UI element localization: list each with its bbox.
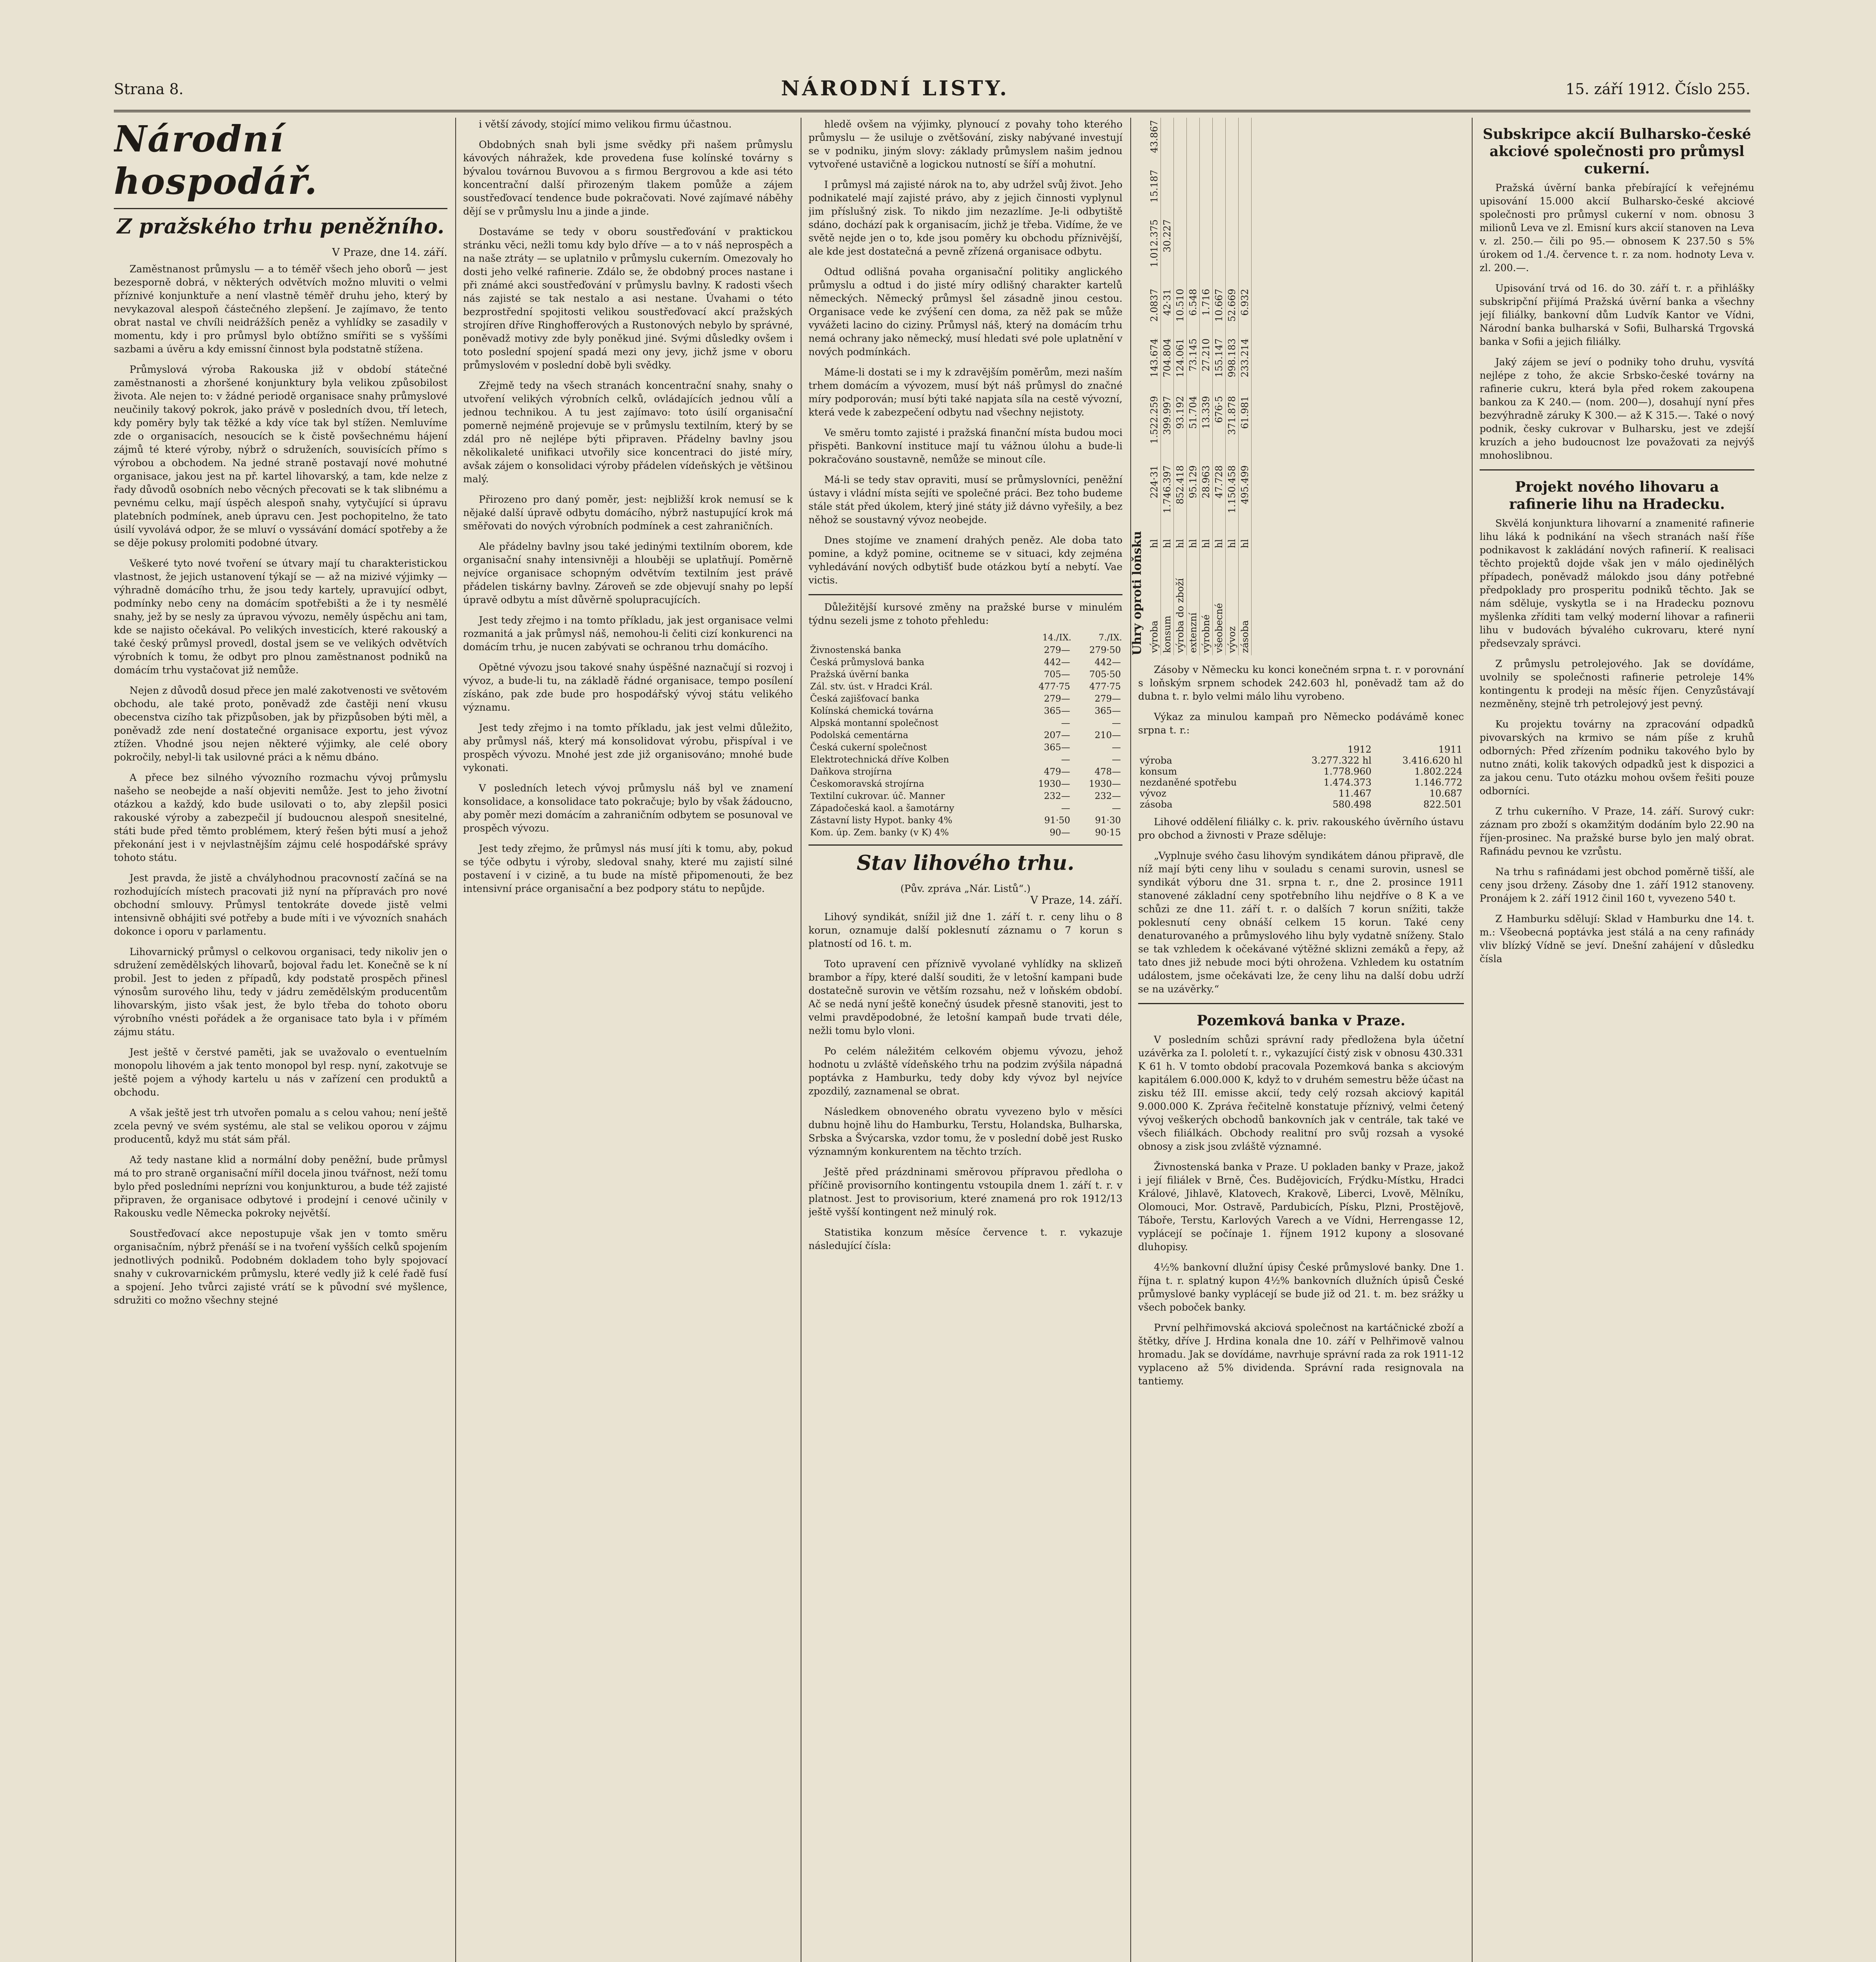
table-cell (1239, 168, 1252, 217)
divider (114, 208, 447, 209)
table-cell: 1.012.375 (1148, 217, 1161, 286)
table-cell (1187, 118, 1200, 168)
paragraph: Dnes stojíme ve znamení drahých peněz. Ale doba tato pomine, a když pomine, ocitneme se v situaci, kdy zejména vyhledávání nových odbytišť bude otázkou bytí a nebytí. Vae victis. (808, 534, 1122, 586)
table-row (1148, 118, 1161, 655)
table-cell: 822.501 (1423, 799, 1462, 810)
table-cell: 1.150.458 (1226, 463, 1239, 532)
table-cell: hl (1148, 532, 1161, 551)
table-cell: 232— (1095, 791, 1121, 801)
table-cell: Česká zajišťovací banka (810, 694, 920, 704)
table-cell: 478— (1095, 767, 1121, 777)
table-cell: 477·75 (1089, 682, 1121, 692)
table-row (808, 681, 1122, 693)
paragraph: „Vyplnuje svého času lihovým syndikátem dánou připravě, dle níž mají býti ceny lihu v souladu s cenami surovin, usnesl se syndikát výboru dne 31. srpna t. r., dne 2. prosince 1911 stanovené základní ceny spotřebního lihu nejdříve o 8 K a ve schůzi ze dne 11. září t. r. o dalších 7 korun snížiti, takže poklesnutí ceny obnáší celkem 15 korun. Také ceny denaturovaného a průmyslového lihu byly vydatně sníženy. Stalo se tak vzhledem k očekávané výtěžné sklizni zemáků a řepy, až tato dnes již nebude moci býti ohrožena. Vzhledem ku ostatním událostem, jsme očekávati lze, že ceny lihu na další dobu udrží se na uzávěrky.“ (1138, 850, 1464, 995)
table-row (1174, 118, 1187, 655)
quotes-intro: Důležitější kursové změny na pražské burse v minulém týdnu sezeli jsme z tohoto přehledu: (808, 602, 1122, 626)
paragraph: A přece bez silného vývozního rozmachu vývoj průmyslu našeho se neobejde a naší objeviti nemůže. Jest to jeho životní otázkou a každý, kdo bude usilovati o to, aby zlepšil posici rakouské výroby a zabezpečil jí budoucnou alespoň snesitelné, státi bude před těmto problémem, který řešen býti musí a jehož překonání jest i v nejvlastnějším zájmu celé hospodářské správy tohoto státu. (114, 772, 447, 863)
paragraph: Jest tedy zřejmo i na tomto příkladu, jak jest organisace velmi rozmanitá a jak průmysl náš, nemohou-li čeliti cizí konkurenci na domácím trhu, je nucen zabývati se ochranou trhu domácího. (463, 614, 793, 653)
table-cell: 1.746.397 (1161, 463, 1174, 532)
table-cell: — (1112, 803, 1121, 813)
article-body (1138, 663, 1464, 737)
paragraph: I průmysl má zajisté nárok na to, aby udržel svůj život. Jeho podnikatelé mají zajisté právo, aby z jejich činnosti vyplynul jim příslušný zisk. To nikdo jim nezazlíme. Je-li odbytiště sdáno, dochází pak k organisacím, jichž je třeba. Vidíme, že ve světě nejde jen o to, kde jsou poměry ku obchodu příznivější, ale kde jest dostatečná a pevně zřízená organisace odbytu. (808, 179, 1122, 257)
table-row (1239, 118, 1252, 655)
table-cell: Zál. stv. úst. v Hradci Král. (810, 682, 933, 692)
article-body (1138, 1033, 1464, 1388)
dateline: V Praze, dne 14. září. (332, 246, 447, 259)
table-row (1138, 799, 1464, 810)
table-cell: — (1061, 803, 1070, 813)
dateline: V Praze, 14. září. (1030, 894, 1122, 906)
table-cell: hl (1161, 532, 1174, 551)
column-4 (1138, 663, 1464, 1962)
table-row (808, 802, 1122, 815)
table-cell (1200, 118, 1213, 168)
table-cell: 998.183 (1226, 336, 1239, 394)
paragraph: Ale přádelny bavlny jsou také jedinými textilním oborem, kde organisační snahy intensivněji a hlouběji se uplatňují. Poměrně nejvíce organisace schopným odvětvím textilním jest právě přádelen tiskárny bavlny. Zároveň se zde objevují snahy po lepší úpravě odbytu a míst důvěrně spolupracujících. (463, 541, 793, 605)
rotated-table-wrap (1130, 118, 1468, 655)
table-cell (1213, 168, 1226, 217)
paragraph: Jest tedy zřejmo, že průmysl nás musí jíti k tomu, aby, pokud se týče odbytu i výroby, sledoval snahy, které mu zajistí silné postavení i v cizině, a tu bude na místě připomenouti, že bez intensivní práce organisační a bez podpory státu to nepůjde. (463, 843, 793, 894)
paragraph: hledě ovšem na výjimky, plynoucí z povahy toho kterého průmyslu — že usiluje o zvětšování, zisky nabývané investují se v podniku, jiným slovy: základy průmyslem našim jednou vytvořené ustavičně a logickou nutností se šíří a mohutní. (808, 119, 1122, 170)
paragraph: Výkaz za minulou kampaň pro Německo podávámě konec srpna t. r.: (1138, 711, 1464, 736)
paragraph: Živnostenská banka v Praze. U pokladen banky v Praze, jakož i její filiálek v Brně, Čes. Budějovicích, Frýdku-Místku, Hradci Králové, Jihlavě, Klatovech, Krakově, Liberci, Lvově, Mělníku, Olomouci, Mor. Ostravě, Pardubicích, Písku, Plzni, Prostějově, Táboře, Terstu, Karlových Varech a ve Vídni, Herrengasse 12, vyplácejí se počínaje 1. říjnem 1912 kupony a slosované dluhopisy. (1138, 1161, 1464, 1253)
table-cell (1161, 118, 1174, 168)
table-cell: 477·75 (1038, 682, 1070, 692)
table-cell: vývoz (1226, 551, 1239, 655)
table-row (1187, 118, 1200, 655)
paragraph: Lihový syndikát, snížil již dne 1. září t. r. ceny lihu o 8 korun, oznamuje další poklesnutí záznamu o 7 korun s platností od 16. t. m. (808, 911, 1122, 949)
paragraph: Následkem obnoveného obratu vyvezeno bylo v měsíci dubnu hojně lihu do Hamburku, Terstu, Holandska, Bulharska, Srbska a Švýcarska, vzdor tomu, že v poslední době jest Rusko významným konkurentem na těchto trzích. (808, 1106, 1122, 1157)
paragraph: Odtud odlišná povaha organisační politiky anglického průmyslu a odtud i do jisté míry odlišný charakter kartelů německých. Německý průmysl šel zásadně jinou cestou. Organisace vede ke zvýšení cen doma, za něž pak se může vyvážeti lacino do ciziny. Průmysl náš, který na domácím trhu nemá ochrany jako německý, musí hledati své pole uplatnění v nových podmínkách. (808, 266, 1122, 357)
table-cell: 143.674 (1148, 336, 1161, 394)
table-cell: — (1112, 755, 1121, 765)
table-cell (1161, 168, 1174, 217)
table-cell (1213, 217, 1226, 286)
table-cell: 3.416.620 hl (1402, 755, 1462, 766)
table-header-row (1138, 744, 1464, 755)
table-cell: 91·30 (1095, 815, 1121, 826)
paragraph: Zásoby v Německu ku konci konečném srpna t. r. v porovnání s loňským srpnem schodek 242.603 hl, poněvadž tam až do dubna t. r. bylo velmi málo lihu vyrobeno. (1138, 664, 1464, 702)
table-cell: 1.522.259 (1148, 394, 1161, 463)
column-rule (1472, 118, 1473, 1962)
paragraph: Pražská úvěrní banka přebírající k veřejnému upisování 15.000 akcií Bulharsko-české akciové společnosti pro průmysl cukerní v nom. obnosu 3 milionů Leva ve zl. Emisní kurs akcií stanoven na Leva v. zl. 250.— čili po 95.— obnosem K 237.50 s 5% úrokem od 1./4. července t. r. za nom. hodnoty Leva v. zl. 200.—. (1480, 182, 1754, 274)
article-body (463, 118, 793, 895)
table-cell: zásoba (1140, 799, 1173, 810)
table-cell: 52.669 (1226, 286, 1239, 336)
table-row (808, 717, 1122, 729)
table-row (808, 729, 1122, 742)
table-cell: 279·50 (1089, 645, 1121, 655)
table-cell (1174, 118, 1187, 168)
table-cell: 365— (1044, 742, 1070, 753)
table-cell: 73.145 (1187, 336, 1200, 394)
table-row (808, 827, 1122, 839)
paragraph: Zaměstnanost průmyslu — a to téměř všech jeho oborů — jest bezesporně dobrá, v některých odvětvích možno mluviti o velmi příznivé konjunktuře a není vlastně téměř druhu jeho, který by nevykazoval alespoň částečného zlepšení. Je zajímavo, že tento obrat nastal ve chvíli neidrážších peněz a vyhlídky se zasadily v momentu, kdy i pro průmysl bylo obtížno smířiti se s vyššími sazbami a úvěru a kdy emissní činnost byla podstatně stížena. (114, 263, 447, 355)
table-header-cell (808, 631, 1021, 644)
table-cell: 90— (1049, 828, 1070, 838)
table-cell: 210— (1095, 730, 1121, 740)
table-cell: 442— (1044, 657, 1070, 667)
table-header-cell: 14./IX. (1042, 633, 1071, 643)
article-body (1480, 517, 1754, 966)
table-cell (1239, 118, 1252, 168)
table-cell: hl (1239, 532, 1252, 551)
table-cell: hl (1200, 532, 1213, 551)
table-cell: Západočeská kaol. a šamotárny (810, 803, 954, 813)
table-cell: Česká cukerní společnost (810, 742, 927, 753)
table-cell (1226, 217, 1239, 286)
table-cell: hl (1174, 532, 1187, 551)
table-cell (1226, 118, 1239, 168)
table-body (1138, 755, 1464, 810)
table-cell: Kolínská chemická továrna (810, 706, 934, 716)
table-cell: 1930— (1038, 779, 1070, 789)
stock-quotes-table (808, 631, 1122, 839)
table-row (808, 669, 1122, 681)
table-cell (1174, 217, 1187, 286)
table-cell: 279— (1095, 694, 1121, 704)
table-cell: 51.704 (1187, 394, 1200, 463)
table-header-cell: 1912 (1347, 744, 1372, 755)
table-cell: 90·15 (1095, 828, 1121, 838)
table-row (808, 754, 1122, 766)
table-cell: 6.932 (1239, 286, 1252, 336)
table-cell: 1.802.224 (1414, 766, 1462, 777)
table-cell: Alpská montanní společnost (810, 718, 939, 728)
table-cell: výroba (1140, 755, 1172, 766)
table-cell (1226, 168, 1239, 217)
table-row (1161, 118, 1174, 655)
article-title: Stav lihového trhu. (856, 851, 1075, 875)
table-cell: Daňkova strojírna (810, 767, 892, 777)
table-cell: 705— (1044, 669, 1070, 680)
divider (808, 844, 1122, 846)
table-row (1138, 755, 1464, 766)
table-cell: hl (1187, 532, 1200, 551)
alcohol-stats-table (1148, 118, 1252, 655)
table-header-row (808, 631, 1122, 644)
table-cell: konsum (1161, 551, 1174, 655)
table-cell: 371.878 (1226, 394, 1239, 463)
table-cell: 43.867 (1148, 118, 1161, 168)
table-cell: konsum (1140, 766, 1177, 777)
paragraph: Nejen z důvodů dosud přece jen malé zakotvenosti ve světovém obchodu, ale také proto, poněvadž zde častěji není vkusu obecenstva cizího tak přizpůsoben, jak by přizpůsoben býti měl, a poněvadž zde není dostatečné organisace exportu, jest vývoz ztížen. Vhodné jsou nejen některé výjimky, ale celé obory pokročily, nebyl-li tak usilovné práci a k němu dbáno. (114, 685, 447, 763)
table-cell: 93.192 (1174, 394, 1187, 463)
table-row (808, 705, 1122, 717)
table-cell: zásoba (1239, 551, 1252, 655)
table-cell: všeobecné (1213, 551, 1226, 655)
paragraph: Jest ještě v čerstvé paměti, jak se uvažovalo o eventuelním monopolu lihovém a jak tento monopol byl resp. nyní, zakotvuje se ještě pojem a výhody kartelu u nás v zařízení cen produktů a obchodu. (114, 1047, 447, 1098)
table-cell: 399.997 (1161, 394, 1174, 463)
table-cell: 495.499 (1239, 463, 1252, 532)
paragraph: Má-li se tedy stav opraviti, musí se průmyslovníci, peněžní ústavy i vládní místa sejíti ve společné práci. Bez toho budeme stále stát před úkolem, který jiné státy již dávno vyřešily, a bez něhož se soustavný vývoz neobejde. (808, 474, 1122, 525)
table-cell: 279— (1044, 645, 1070, 655)
table-cell: Podolská cementárna (810, 730, 909, 740)
page-header (114, 77, 1750, 112)
table-row (808, 656, 1122, 669)
paragraph: Na trhu s rafinádami jest obchod poměrně tišší, ale ceny jsou drženy. Zásoby dne 1. září 1912 stanoveny. Pronájem k 2. září 1912 činil 160 t, vyvezeno 540 t. (1480, 866, 1754, 904)
table-cell: 365— (1044, 706, 1070, 716)
paragraph: Veškeré tyto nové tvoření se útvary mají tu charakteristickou vlastnost, že jejich ustanovení týkají se — až na mizivé výjimky — výhradně domácího trhu, že jsou tedy kartely, upravující odbyt, podmínky nebo ceny na domácím spotřebišti a že i ty nesmělé snahy, jež by se nesly za úpravou vývozu, neměly úspěchu ani tam, kde se najisto očekával. Po velikých investicích, které rakouský a také český průmysl provedl, dostal jsem se ve velikých odvětvích výrobních k tomu, že odbyt pro plnou zaměstnanost podniků na domácím trhu vystačovat již nemůže. (114, 558, 447, 676)
table-cell (1239, 217, 1252, 286)
paragraph: Až tedy nastane klid a normální doby peněžní, bude průmysl má to pro straně organisační mířil docela jinou tvářnost, neží tomu bylo před posledními neprízni vou konjunkturou, a bude též zajisté připraven, že organisace odbytové i prodejní i cenové učinily v Rakousku vedle Německa pokroky největší. (114, 1154, 447, 1219)
table-row (808, 693, 1122, 705)
rotated-table-title: Uhry oproti loňsku (1130, 531, 1144, 655)
masthead: NÁRODNÍ LISTY. (781, 77, 1009, 100)
table-cell: 207— (1044, 730, 1070, 740)
table-cell: 676·5 (1213, 394, 1226, 463)
paragraph: Z Hamburku sdělují: Sklad v Hamburku dne 14. t. m.: Všeobecná poptávka jest stálá a na ceny rafinády vliv blízký Vídně se jeví. Dnešní zahájení v důsledku čísla (1480, 913, 1754, 965)
column-1 (114, 118, 447, 1962)
table-cell: výroba (1148, 551, 1161, 655)
table-cell: 365— (1095, 706, 1121, 716)
paragraph: Jest tedy zřejmo i na tomto příkladu, jak jest velmi důležito, aby průmysl náš, který má konsolidovat výrobu, přispíval i ve prospěch vývozu. Mnohé jest zde již organisováno; mnohé bude vykonati. (463, 722, 793, 773)
table-cell: 10.667 (1213, 286, 1226, 336)
paragraph: Ku projektu továrny na zpracování odpadků pivovarských na krmivo se nám píše z kruhů odborných: Před zřízením podniku takového bylo by nutno znáti, kolik takových odpadků jest k dispozici a za jakou cenu. Tuto otázku mohou ovšem řešiti pouze odborníci. (1480, 718, 1754, 797)
rotated-table (1130, 118, 1468, 655)
article-body (1480, 181, 1754, 462)
table-cell: 1930— (1089, 779, 1121, 789)
article-source: (Pův. zpráva „Nár. Listů“.) (900, 883, 1031, 894)
divider (1480, 469, 1754, 470)
table-cell (1213, 118, 1226, 168)
table-row (808, 790, 1122, 802)
table-cell: — (1061, 755, 1070, 765)
divider (1138, 1003, 1464, 1004)
table-row (1213, 118, 1226, 655)
table-cell: 27.210 (1200, 336, 1213, 394)
table-cell: Pražská úvěrní banka (810, 669, 909, 680)
table-cell: 10.510 (1174, 286, 1187, 336)
table-cell: 852.418 (1174, 463, 1187, 532)
table-header-cell: 1911 (1438, 744, 1462, 755)
table-body (1148, 118, 1252, 655)
paragraph: V posledních letech vývoj průmyslu náš byl ve znamení konsolidace, a konsolidace tato pokračuje; bylo by však žádoucno, aby poměr mezi domácím a zahraničním odbytem se posunoval ve prospěch vývozu. (463, 782, 793, 834)
table-cell: 233.214 (1239, 336, 1252, 394)
table-body (808, 644, 1122, 839)
table-cell: 232— (1044, 791, 1070, 801)
table-row (1138, 777, 1464, 788)
table-cell: 224·31 (1148, 463, 1161, 532)
paragraph: Obdobných snah byli jsme svědky při našem průmyslu kávových náhražek, kde provedena fuse kolínské továrny s bývalou továrnou Buvovou a s firmou Bergrovou a kde asi této koncentrační další přirozeným tlakem pomůže a zájem soustřeďovací tendence bude pokračovati. Nové zajímavé náběhy dějí se v průmyslu lnu a jinde a jinde. (463, 139, 793, 217)
table-row (1138, 766, 1464, 777)
table-cell: 1.716 (1200, 286, 1213, 336)
paragraph: Upisování trvá od 16. do 30. září t. r. a přihlášky subskripční přijímá Pražská úvěrní banka a všechny její filiálky, bankovní dům Ludvík Kantor ve Vídni, Národní banka bulharská v Sofii, Bulharská Trgovská banka v Sofii a jejich filiálky. (1480, 283, 1754, 347)
paragraph: Průmyslová výroba Rakouska již v období státečné zaměstnanosti a zhoršené konjunktury byla velikou způsobilost života. Ale nejen to: v žádné periodě organisace snahy průmyslové neučinily takový pokrok, jako právě v posledních dvou, tří letech, kdy poměry byly tak těžké a kdy více tak byl stížen. Nemluvíme zde o organisacích, nesoucích se k čistě povšechnému hájení zájmů té které výroby, nýbrž o sdruženích, souvisících přímo s výrobou a obchodem. Na jedné straně postavají nové mohutné organisace, jakou jest na př. kartel lihovarský, a tam, kde nelze z řady důvodů osobních nebo věcných přecovati se k tak slibnému a pevnému celku, mají úspěch alespoň snahy, vytyčující si úpravu platebních podmínek, aneb úpravu cen. Jest pochopitelno, že tato úsilí vyvolává odpor, že se mluví o vyssávání domácí spotřeby a že se děje pokusy prolomiti podobné útvary. (114, 364, 447, 549)
issue-date: 15. září 1912. Číslo 255. (1566, 80, 1750, 98)
table-row (1138, 788, 1464, 799)
table-cell: 61.981 (1239, 394, 1252, 463)
table-cell: 155.147 (1213, 336, 1226, 394)
paragraph: První pelhřimovská akciová společnost na kartáčnické zboží a štětky, dříve J. Hrdina konala dne 10. září v Pelhřimově valnou hromadu. Jak se dovídáme, navrhuje správní rada za rok 1911-12 vyplaceno až 5% dividenda. Správní rada resignovala na tantiemy. (1138, 1322, 1464, 1387)
section-title: Národní hospodář. (114, 118, 318, 202)
table-cell: 705·50 (1089, 669, 1121, 680)
column-5 (1480, 118, 1754, 1962)
paragraph: i větší závody, stojící mimo velikou firmu účastnou. (479, 119, 732, 130)
table-row (1226, 118, 1239, 655)
table-cell (1187, 168, 1200, 217)
paragraph: A však ještě jest trh utvořen pomalu a s celou vahou; není ještě zcela pevný ve svém systému, ale stal se velikou oporou v zájmu producentů, když mu stát sám přál. (114, 1107, 447, 1145)
table-row (808, 644, 1122, 656)
divider (808, 594, 1122, 595)
article-body (808, 118, 1122, 587)
table-cell: extenzní (1187, 551, 1200, 655)
paragraph: Statistika konzum měsíce července t. r. vykazuje následující čísla: (808, 1227, 1122, 1251)
article-title: Z pražského trhu peněžního. (117, 215, 445, 239)
table-cell: hl (1213, 532, 1226, 551)
table-cell: 3.277.322 hl (1311, 755, 1372, 766)
paragraph: 4½% bankovní dlužní úpisy České průmyslové banky. Dne 1. října t. r. splatný kupon 4½% bankovních dlužních úpisů České průmyslové banky vyplácejí se bude již od 21. t. m. bez srážky u všech poboček banky. (1138, 1262, 1464, 1313)
table-cell (1200, 217, 1213, 286)
table-cell: Textilní cukrovar. úč. Manner (810, 791, 945, 801)
paragraph: Ve směru tomto zajisté i pražská finanční místa budou moci přispěti. Bankovní instituce mají tu vážnou úlohu a bude-li pokračováno soustavně, nemůže se minout cíle. (808, 427, 1122, 465)
table-cell (1174, 168, 1187, 217)
table-cell: 1.146.772 (1414, 777, 1462, 788)
table-cell: Elektrotechnická dříve Kolben (810, 755, 949, 765)
article-body (808, 910, 1122, 1253)
table-cell: 11.467 (1338, 788, 1372, 799)
table-cell: 279— (1044, 694, 1070, 704)
table-cell: — (1112, 718, 1121, 728)
table-cell: 10.687 (1429, 788, 1462, 799)
paragraph: V posledním schůzi správní rady předložena byla účetní uzávěrka za I. pololetí t. r., vykazující čistý zisk v obnosu 430.331 K 61 h. V tomto období pracovala Pozemková banka s akciovým kapitálem 6.000.000 K, když to v druhém semestru běže účast na zisku též III. emisse akcií, tedy celý rozsah akciový kapitál 9.000.000 K. Zpráva řečitelně konstatuje příznivý, velmi četený vývoj veškerých obchodů bankovních jak v centrále, tak také ve všech filiálkách. Obchody realitní pro svůj rozsah a vysoké obnosy a zisk jsou zvláště významné. (1138, 1034, 1464, 1152)
paragraph: Zřejmě tedy na všech stranách koncentrační snahy, snahy o utvoření velikých výrobních celků, ovládajících jednou vůlí a jednou technikou. A tu jest zajímavo: toto úsilí organisační pomerně nejméně projevuje se v průmyslu textilním, který by se zdál pro ně nejlépe býti připraven. Přádelny bavlny jsou několikaleté unifikaci utvořily sice koncentraci do jisté míry, avšak zájem o konsolidaci výroby přádelen vídeňských je většinou malý. (463, 380, 793, 485)
table-cell: 91·50 (1044, 815, 1070, 826)
table-cell: 28.963 (1200, 463, 1213, 532)
paragraph: Opětné vývozu jsou takové snahy úspěšné naznačují si rozvoj i vývoz, a bude-li tu, na základě řádné organisace, tempo posílení získáno, pak zde bude pro hospodářský vývoj státu velikého významu. (463, 662, 793, 713)
table-cell: 1.778.960 (1323, 766, 1372, 777)
table-cell: Česká průmyslová banka (810, 657, 925, 667)
table-cell: 13.339 (1200, 394, 1213, 463)
column-2 (463, 118, 793, 1962)
table-header-cell: 7./IX. (1099, 633, 1122, 643)
table-cell: 42·31 (1161, 286, 1174, 336)
table-cell: 124.061 (1174, 336, 1187, 394)
table-row (1200, 118, 1213, 655)
table-header-cell (1138, 744, 1282, 755)
table-cell: Kom. úp. Zem. banky (v K) 4% (810, 828, 949, 838)
table-cell: Českomoravská strojírna (810, 779, 924, 789)
table-cell: výroba do zboží (1174, 551, 1187, 655)
table-cell: 30.227 (1161, 217, 1174, 286)
article-body (1138, 815, 1464, 996)
table-cell: 15.187 (1148, 168, 1161, 217)
paragraph: Ještě před prázdninami směrovou přípravou předloha o příčině provisorního kontingentu vstoupila dnem 1. září t. r. v platnost. Jest to provisorium, které znamená pro rok 1912/13 ještě vyšší kontingent než minulý rok. (808, 1166, 1122, 1218)
table-cell: 1.474.373 (1323, 777, 1372, 788)
table-cell: výrobné (1200, 551, 1213, 655)
table-cell: 2.0837 (1148, 286, 1161, 336)
table-cell: — (1112, 742, 1121, 753)
table-cell (1200, 168, 1213, 217)
paragraph: Soustřeďovací akce nepostupuje však jen v tomto směru organisačním, nýbrž přenáší se i na tvoření vyšších celků spojením jednotlivých podniků. Podobném dokladem toho byly spojovací snahy v cukrovarnickém průmyslu, které vedly již k celé řadě fusí a spojení. Jeho tvůrci zajisté vrátí se k původní své myšlence, sdružiti co možno všechny stejné (114, 1228, 447, 1306)
table-row (808, 815, 1122, 827)
table-cell: nezdaněné spotřebu (1140, 777, 1237, 788)
table-cell: 442— (1095, 657, 1121, 667)
paragraph: Máme-li dostati se i my k zdravějším poměrům, mezi naším trhem domácím a vývozem, musí být náš průmysl do značné míry podporován; musí býti také napjata síla na cestě vývozní, která vede k zabezpečení odbytu nad všechny nejistoty. (808, 367, 1122, 418)
paragraph: Lihové oddělení filiálky c. k. priv. rakouského úvěrního ústavu pro obchod a živnosti v Praze sděluje: (1138, 816, 1464, 841)
table-cell: vývoz (1140, 788, 1166, 799)
article-title: Pozemková banka v Praze. (1197, 1012, 1405, 1029)
paragraph: Z trhu cukerního. V Praze, 14. září. Surový cukr: záznam pro zboží s okamžitým dodáním bylo 22.90 na říjen-prosinec. Na pražské burse bylo jen malý obrat. Rafinádu pevnou ke vzrůstu. (1480, 806, 1754, 857)
paragraph: Toto upravení cen příznivě vyvolané vyhlídky na sklizeň brambor a řípy, které další souditi, že v letošní kampani bude dostatečně surovin ve větším rozsahu, než v loňském období. Ač se nedá nyní ještě konečný úsudek přesně stanoviti, jest to velmi pravděpodobné, že letošní kampaň bude trvati déle, nežli tomu bylo vloni. (808, 958, 1122, 1036)
column-3 (808, 118, 1122, 1962)
table-cell: 580.498 (1332, 799, 1372, 810)
paragraph: Přirozeno pro daný poměr, jest: nejbližší krok nemusí se k nějaké další úpravě odbytu domácího, nýbrž nastupující krok má směřovati do nových výrobních podmínek a cest zahraničních. (463, 494, 793, 532)
paragraph: Skvělá konjunktura lihovarní a znamenité rafinerie lihu láká k podnikání na všech stranách naší říše podnikavost k zakládání nových rafinerií. K realisaci těchto projektů dojde však jen v málo ojedinělých případech, poněvadž málokdo jsou dány potřebné předpoklady pro prosperitu podniků těchto. Jak se nám sděluje, vyskytla se i na Hradecku poznovu myšlenka zříditi tam velký moderní lihovar a rafinerii lihu v budovách bývalého cukrovaru, které nyní předsevzaly správci. (1480, 518, 1754, 649)
table-cell: hl (1226, 532, 1239, 551)
table-cell: 704.804 (1161, 336, 1174, 394)
germany-stats-table (1138, 744, 1464, 810)
paragraph: Z průmyslu petrolejového. Jak se dovídáme, uvolnily se společnosti rafinerie petroleje 14% kontingentu k prodeji na měsíc říjen. Cenyzůstávají nezměněny, stejně trh petrolejový jest pevný. (1480, 658, 1754, 709)
table-cell: 47.728 (1213, 463, 1226, 532)
table-cell: 6.548 (1187, 286, 1200, 336)
table-row (808, 778, 1122, 790)
table-cell: 95.129 (1187, 463, 1200, 532)
table-row (808, 766, 1122, 778)
column-rule (455, 118, 456, 1962)
paragraph: Jaký zájem se jeví o podniky toho druhu, vysvítá nejlépe z toho, že akcie Srbsko-české továrny na rafinerie cukru, která byla před rokem zakoupena bankou za K 240.— (nom. 200—), dosahují nyní přes bezvýhradně záruky K 300.— až K 315.—. Také o nový podnik, česky cukrovar v Bulharsku, jest ve zdejší kruzích a jeho budoucnost lze považovati za nejvýš mnohoslibnou. (1480, 356, 1754, 461)
paragraph: Dostaváme se tedy v oboru soustřeďování v praktickou stránku věci, nežli tomu kdy bylo dříve — a to v náš neprospěch a na naše ztráty — se uplatnilo v průmyslu cukerním. Omezovaly ho dosti jeho velké rafinerie. Zdálo se, že obdobný proces nastane i při známé akci soustřeďování v průmyslu bavlny. K radosti všech nás zajisté se tak nestalo a asi nestane. Úvahami o této bezprostřední spojitosti velikou soustřeďovací akcí pražských strojíren dříve Ringhofferových a Rustonových nebylo by správné, poněvadž motivy zde byly poněkud jiné. Svými důsledky ovšem i toto poslední spojení spadá mezi ony jevy, jichž jsme v oboru průmyslovém v poslední době byli svědky. (463, 226, 793, 371)
table-cell (1187, 217, 1200, 286)
article-title: Projekt nového lihovaru a rafinerie lihu na Hradecku. (1509, 479, 1725, 512)
table-cell: — (1061, 718, 1070, 728)
table-cell: 479— (1044, 767, 1070, 777)
paragraph: Jest pravda, že jistě a chvályhodnou pracovností začíná se na rozhodujících místech pracovati již nyní na přípravách pro nové obchodní smlouvy. Průmysl tentokráte dovede jistě velmi intensivně obhájiti své potřeby a bude míti i ve vývozních snahách dokonce i oporu v parlamentu. (114, 872, 447, 937)
paragraph: Lihovarnický průmysl o celkovou organisaci, tedy nikoliv jen o sdružení zemědělských lihovarů, bojoval řadu let. Konečně se k ní probil. Jest to jeden z případů, kdy podstatě prospěch přinesl výnosům surového lihu, tedy v jádru zemědělským producentům lihovarským, jisto však jest, že bylo třeba do tohoto oboru výrobního vnésti pořádek a že organisace tato byla i v přímém zájmu státu. (114, 946, 447, 1038)
table-row (808, 742, 1122, 754)
article-body (114, 263, 447, 1307)
table-cell: Zástavní listy Hypot. banky 4% (810, 815, 953, 826)
page-number: Strana 8. (114, 80, 184, 98)
article-title: Subskripce akcií Bulharsko-české akciové společnosti pro průmysl cukerní. (1483, 126, 1751, 177)
table-cell: Živnostenská banka (810, 645, 902, 655)
paragraph: Po celém náležitém celkovém objemu vývozu, jehož hodnotu u zvláště vídeňského trhu na podzim zvýšila nápadná poptávka z Hamburku, tedy doby kdy vývoz byl nejvíce zpozdilý, zaznamenal se obrat. (808, 1045, 1122, 1097)
